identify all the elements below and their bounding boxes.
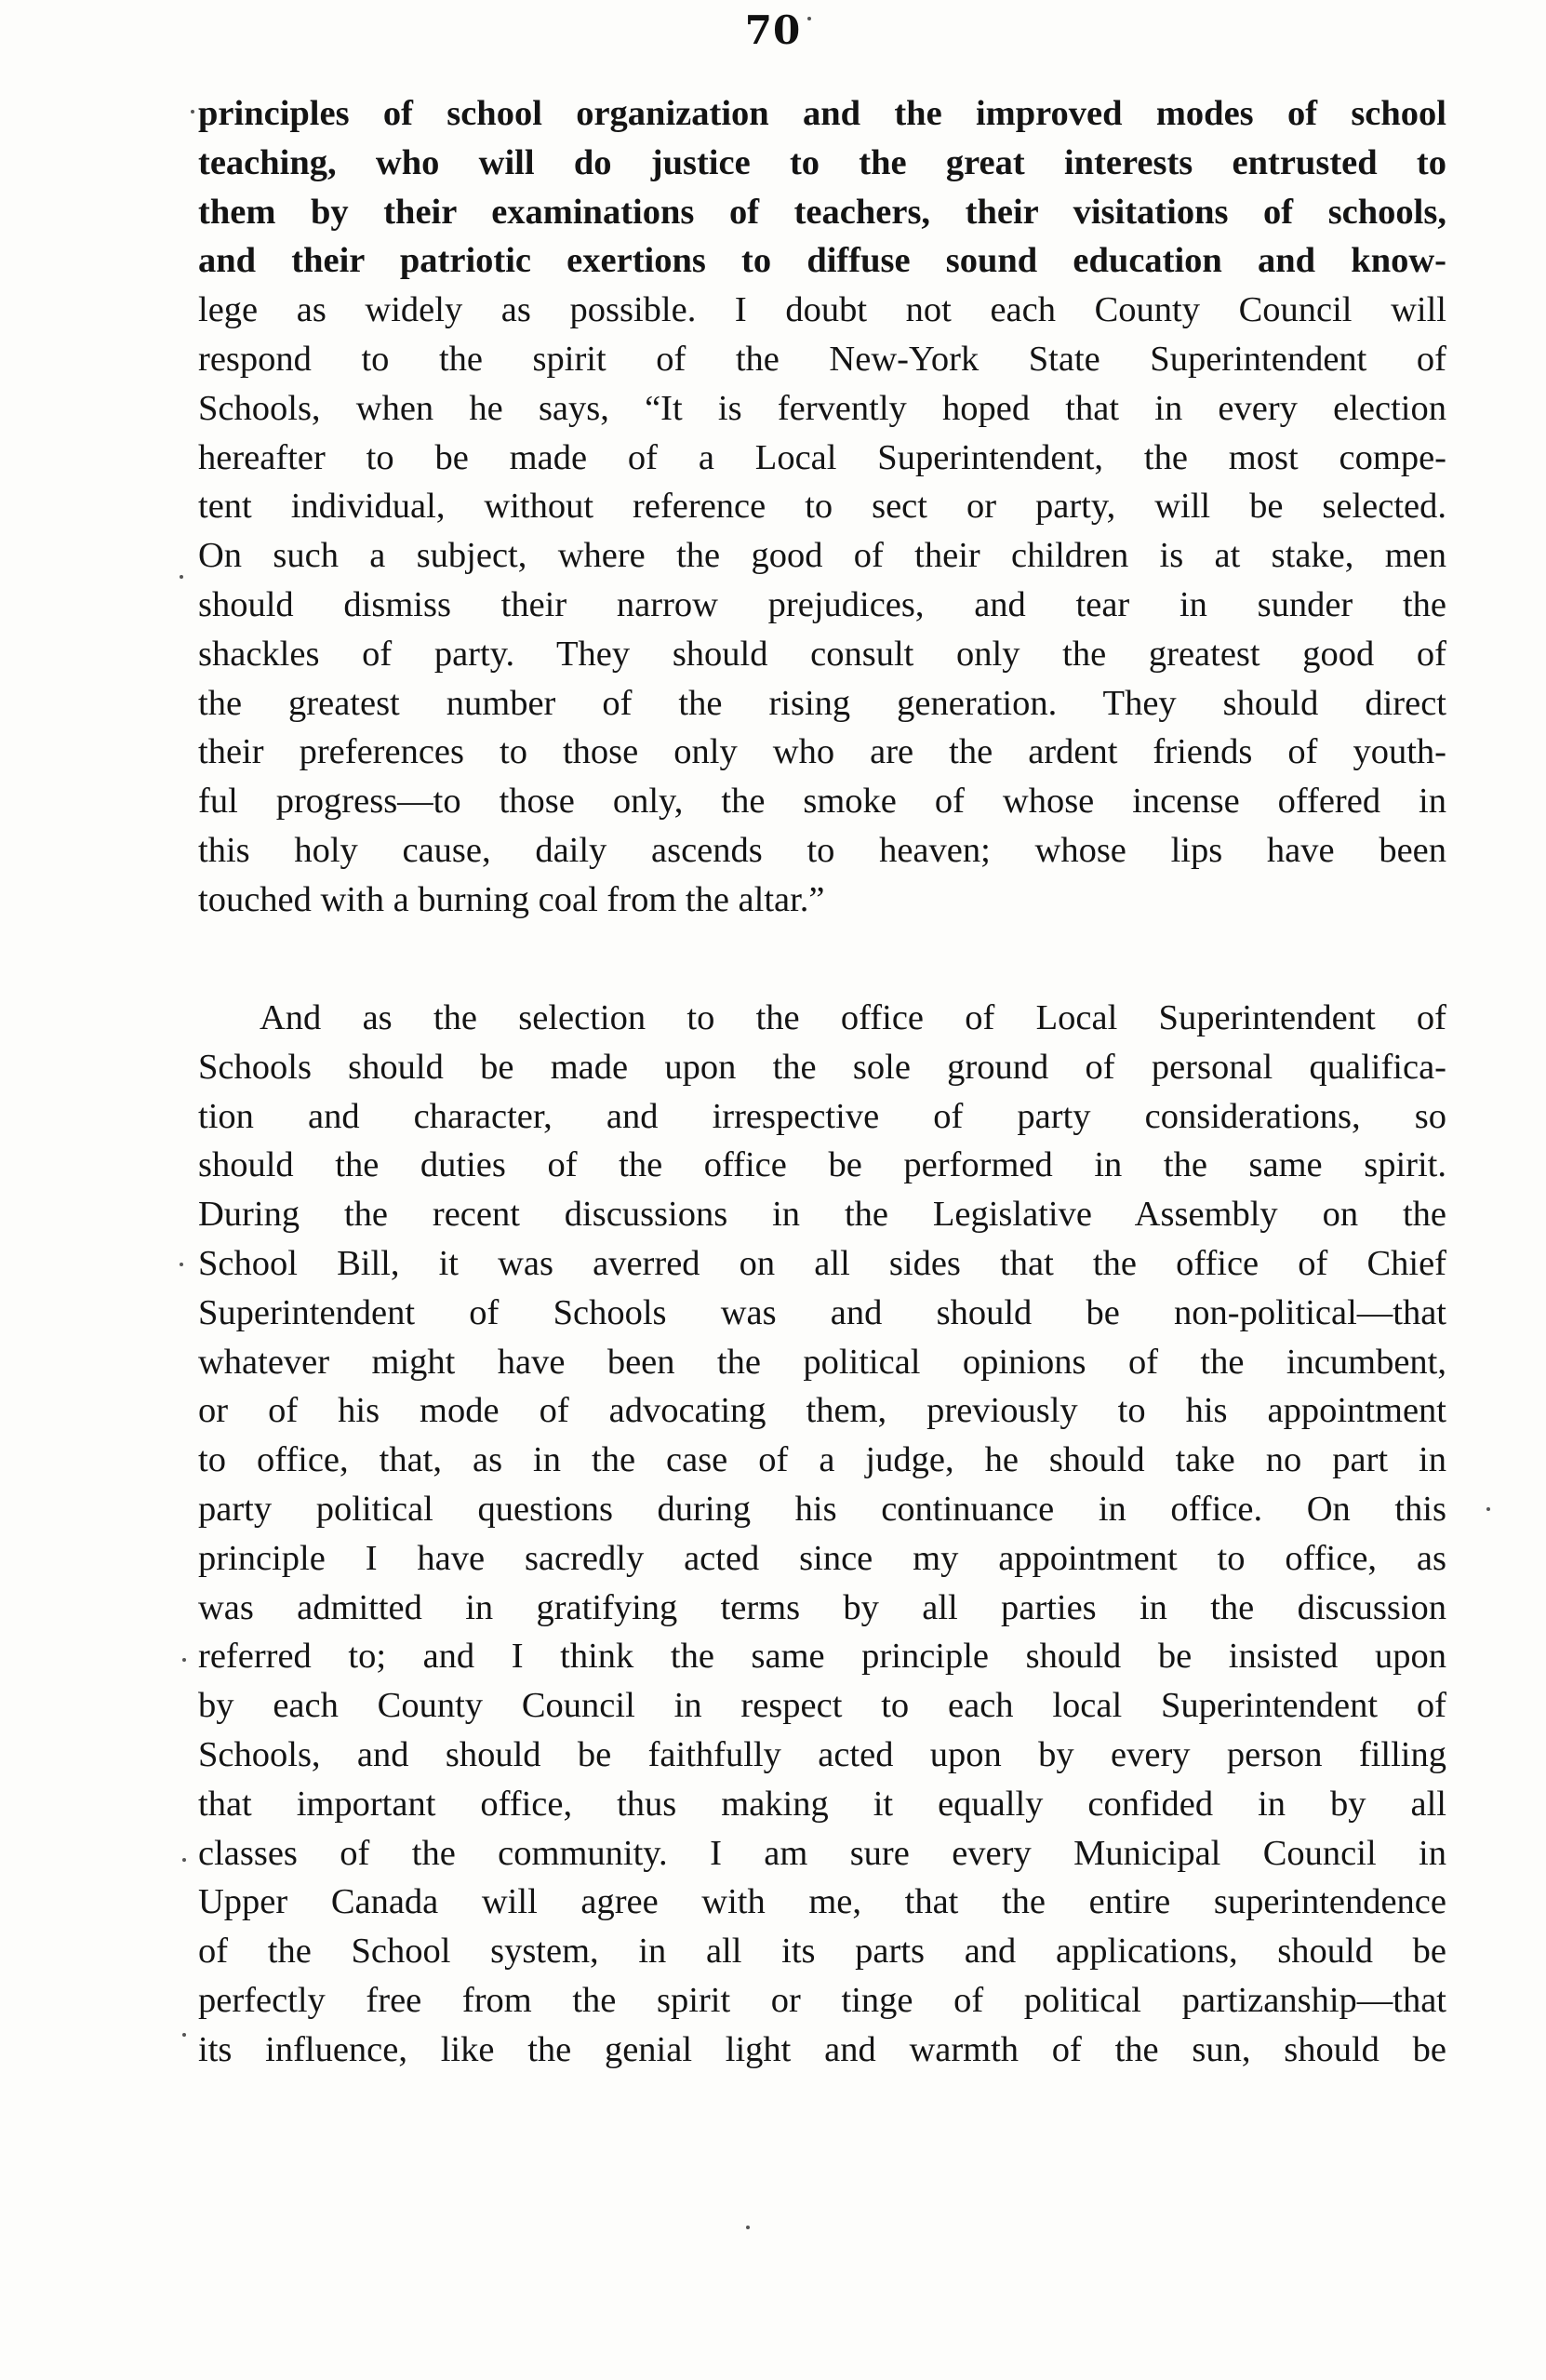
text-line: to office, that, as in the case of a judge, he should take no part in — [198, 1440, 1446, 1480]
text-line: Superintendent of Schools was and should be non-political—that — [198, 1292, 1446, 1332]
text-line: School Bill, it was averred on all sides that the office of Chief — [198, 1243, 1446, 1283]
text-line: And as the selection to the office of Local Superintendent of — [260, 998, 1446, 1037]
text-line: On such a subject, where the good of their children is at stake, men — [198, 536, 1446, 576]
text-line: and their patriotic exertions to diffuse sound education and know- — [198, 241, 1446, 281]
print-speck — [746, 2226, 750, 2229]
print-speck — [182, 2033, 186, 2037]
text-line: of the School system, in all its parts and applications, should be — [198, 1932, 1446, 1972]
paragraph-2 — [198, 994, 1446, 2075]
paragraph-1 — [198, 89, 1446, 925]
text-line: this holy cause, daily ascends to heaven; whose lips have been — [198, 830, 1446, 870]
text-line: touched with a burning coal from the altar.” — [198, 879, 825, 919]
text-line: them by their examinations of teachers, their visitations of schools, — [198, 192, 1446, 232]
text-line: should the duties of the office be performed in the same spirit. — [198, 1145, 1446, 1185]
text-line: During the recent discussions in the Legislative Assembly on the — [198, 1195, 1446, 1235]
text-line: Schools should be made upon the sole ground of personal qualifica- — [198, 1047, 1446, 1087]
text-line: tent individual, without reference to sect or party, will be selected. — [198, 487, 1446, 527]
text-line: whatever might have been the political opinions of the incumbent, — [198, 1342, 1446, 1382]
text-line: the greatest number of the rising generation. They should direct — [198, 683, 1446, 723]
text-line: that important office, thus making it equally confided in by all — [198, 1784, 1446, 1824]
text-line: ful progress—to those only, the smoke of whose incense offered in — [198, 782, 1446, 822]
text-line: or of his mode of advocating them, previously to his appointment — [198, 1391, 1446, 1431]
text-line: Schools, when he says, “It is fervently hoped that in every election — [198, 388, 1446, 428]
text-line: shackles of party. They should consult only the greatest good of — [198, 634, 1446, 674]
text-line: Upper Canada will agree with me, that the entire superintendence — [198, 1882, 1446, 1922]
text-line: should dismiss their narrow prejudices, and tear in sunder the — [198, 584, 1446, 624]
text-line: principle I have sacredly acted since my appointment to office, as — [198, 1538, 1446, 1578]
text-line: their preferences to those only who are the ardent friends of youth- — [198, 732, 1446, 772]
print-speck — [182, 1858, 186, 1862]
text-line: Schools, and should be faithfully acted upon by every person filling — [198, 1734, 1446, 1774]
text-line: perfectly free from the spirit or tinge of political partizanship—that — [198, 1980, 1446, 2020]
text-line: respond to the spirit of the New-York State Superintendent of — [198, 339, 1446, 379]
text-line: was admitted in gratifying terms by all parties in the discussion — [198, 1587, 1446, 1627]
print-speck — [807, 17, 811, 20]
text-line: referred to; and I think the same principle should be insisted upon — [198, 1637, 1446, 1677]
text-line: party political questions during his continuance in office. On this — [198, 1489, 1446, 1529]
text-line: hereafter to be made of a Local Superintendent, the most compe- — [198, 437, 1446, 477]
print-speck — [180, 1263, 183, 1266]
text-line: its influence, like the genial light and warmth of the sun, should be — [198, 2029, 1446, 2069]
print-speck — [1486, 1507, 1490, 1511]
page-number: 70 — [744, 7, 802, 53]
text-line: lege as widely as possible. I doubt not each County Council will — [198, 290, 1446, 330]
text-line: classes of the community. I am sure every Municipal Council in — [198, 1833, 1446, 1873]
text-line: tion and character, and irrespective of party considerations, so — [198, 1096, 1446, 1136]
print-speck — [180, 575, 183, 579]
print-speck — [182, 1658, 186, 1662]
text-line: by each County Council in respect to each local Superintendent of — [198, 1686, 1446, 1726]
text-line: teaching, who will do justice to the great interests entrusted to — [198, 142, 1446, 182]
print-speck — [191, 110, 194, 114]
text-line: principles of school organization and the improved modes of school — [198, 94, 1446, 133]
